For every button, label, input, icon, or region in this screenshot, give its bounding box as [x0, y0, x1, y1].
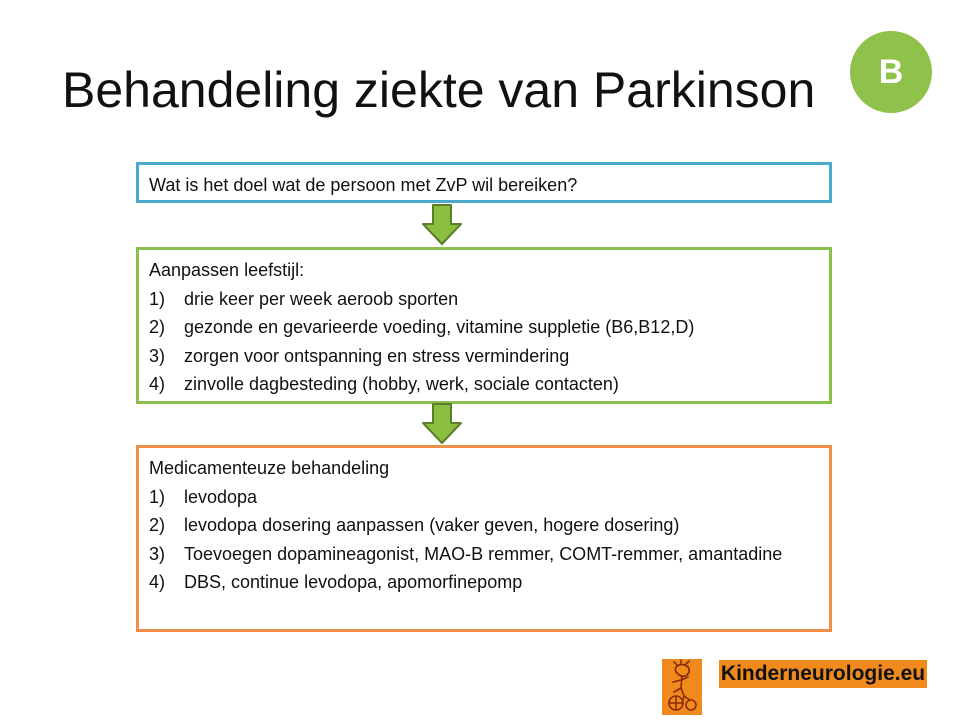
- list-item: [149, 342, 819, 371]
- item-number: 2): [149, 317, 166, 337]
- item-number: 3): [149, 543, 166, 564]
- kinderneurologie-logo-icon: [662, 659, 702, 715]
- list-item: [149, 540, 819, 569]
- list-item: [149, 483, 819, 512]
- item-text: DBS, continue levodopa, apomorfinepomp: [184, 572, 523, 592]
- lifestyle-list: [149, 285, 819, 399]
- list-item: [149, 313, 819, 342]
- lifestyle-box: [136, 247, 832, 404]
- item-text: drie keer per week aeroob sporten: [184, 288, 459, 309]
- item-text: Toevoegen dopamineagonist, MAO-B remmer, COMT-remmer, amantadine: [184, 543, 783, 564]
- item-number: 4): [149, 572, 166, 592]
- goal-box: [136, 162, 832, 203]
- item-number: 1): [149, 288, 166, 309]
- brand-label: Kinderneurologie.eu: [719, 660, 927, 688]
- item-number: 1): [149, 486, 166, 507]
- list-item: [149, 285, 819, 314]
- item-text: gezonde en gevarieerde voeding, vitamine suppletie (B6,B12,D): [184, 317, 695, 337]
- medication-list: [149, 483, 819, 597]
- item-number: 4): [149, 374, 166, 394]
- slide-title: Behandeling ziekte van Parkinson: [62, 62, 816, 118]
- down-arrow-icon: [421, 204, 463, 246]
- item-number: 3): [149, 345, 166, 366]
- down-arrow-icon: [421, 403, 463, 445]
- item-text: zorgen voor ontspanning en stress vermindering: [184, 345, 570, 366]
- list-item: [149, 370, 819, 399]
- item-text: levodopa dosering aanpassen (vaker geven, hogere dosering): [184, 515, 680, 535]
- medication-box: [136, 445, 832, 632]
- item-text: zinvolle dagbesteding (hobby, werk, sociale contacten): [184, 374, 619, 394]
- section-badge: B: [850, 31, 932, 113]
- medication-heading: Medicamenteuze behandeling: [149, 458, 390, 478]
- list-item: [149, 511, 819, 540]
- item-text: levodopa: [184, 486, 258, 507]
- item-number: 2): [149, 515, 166, 535]
- list-item: [149, 568, 819, 597]
- lifestyle-heading: Aanpassen leefstijl:: [149, 260, 305, 280]
- goal-text: Wat is het doel wat de persoon met ZvP wil bereiken?: [149, 175, 578, 195]
